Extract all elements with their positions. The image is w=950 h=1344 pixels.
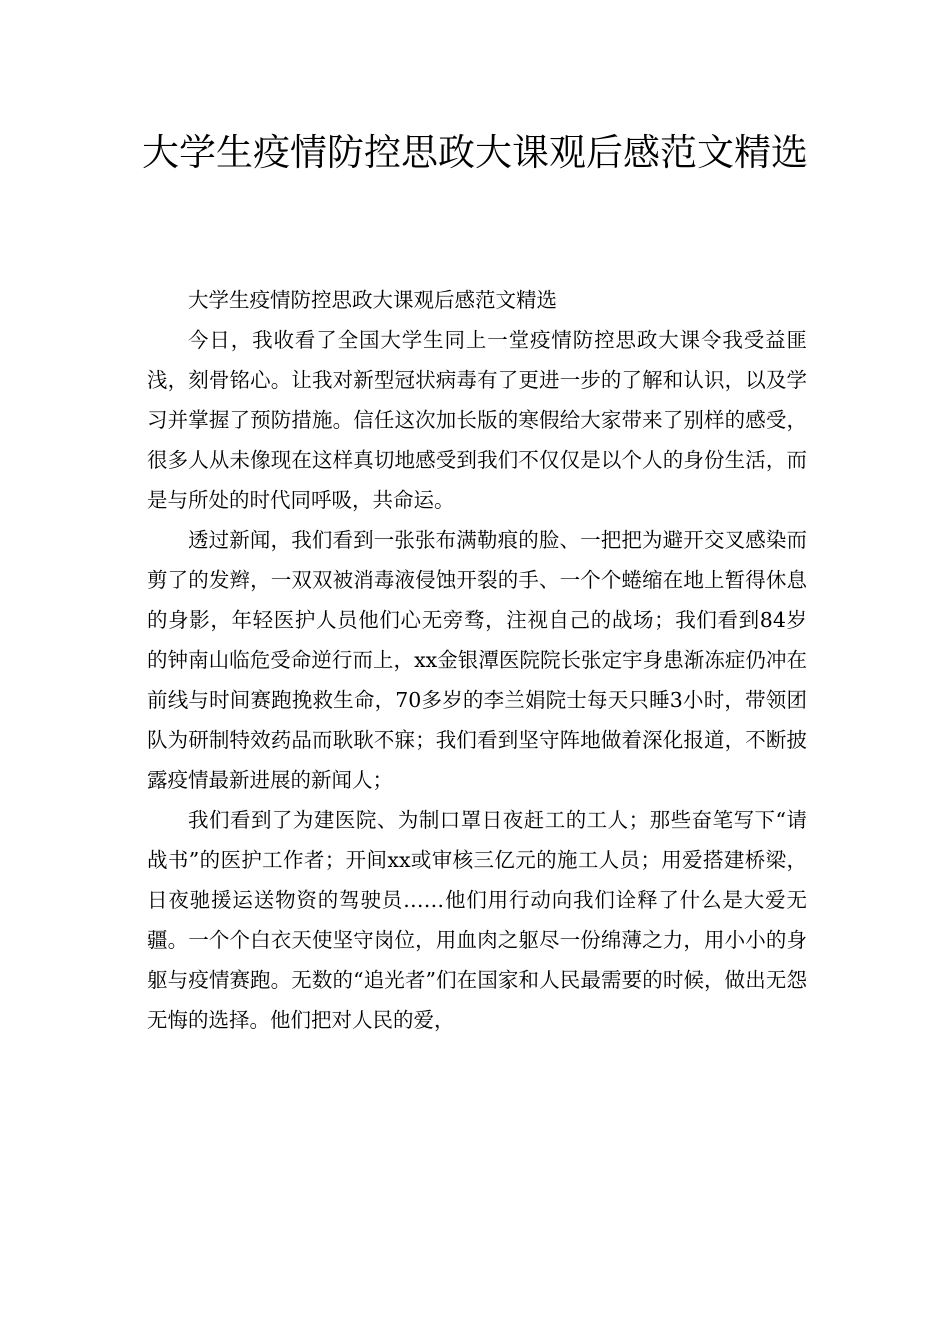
paragraph-1: 今日，我收看了全国大学生同上一堂疫情防控思政大课令我受益匪浅，刻骨铭心。让我对新型冠状病毒有了更进一步的了解和认识，以及学习并掌握了预防措施。信任这次加长版的寒假给大家带来了别样的感受，很多人从未像现在这样真切地感受到我们不仅仅是以个人的身份生活，而是与所处的时代同呼吸，共命运。 <box>147 328 807 512</box>
paragraph-2: 透过新闻，我们看到一张张布满勒痕的脸、一把把为避开交叉感染而剪了的发辫，一双双被消毒液侵蚀开裂的手、一个个蜷缩在地上暂得休息的身影，年轻医护人员他们心无旁骛，注视自己的战场；我们看到84岁的钟南山临危受命逆行而上，xx金银潭医院院长张定宇身患渐冻症仍冲在前线与时间赛跑挽救生命，70多岁的李兰娟院士每天只睡3小时，带领团队为研制特效药品而耿耿不寐；我们看到坚守阵地做着深化报道，不断披露疫情最新进展的新闻人； <box>147 528 807 792</box>
paragraph-3: 我们看到了为建医院、为制口罩日夜赶工的工人；那些奋笔写下“请战书”的医护工作者；开间xx或审核三亿元的施工人员；用爱搭建桥梁，日夜驰援运送物资的驾驶员……他们用行动向我们诠释了什么是大爱无疆。一个个白衣天使坚守岗位，用血肉之躯尽一份绵薄之力，用小小的身躯与疫情赛跑。无数的“追光者”们在国家和人民最需要的时候，做出无怨无悔的选择。他们把对人民的爱， <box>147 808 807 1032</box>
document-title: 大学生疫情防控思政大课观后感范文精选 <box>142 131 808 174</box>
document-body <box>147 280 807 1040</box>
paragraph-subtitle: 大学生疫情防控思政大课观后感范文精选 <box>188 288 557 312</box>
